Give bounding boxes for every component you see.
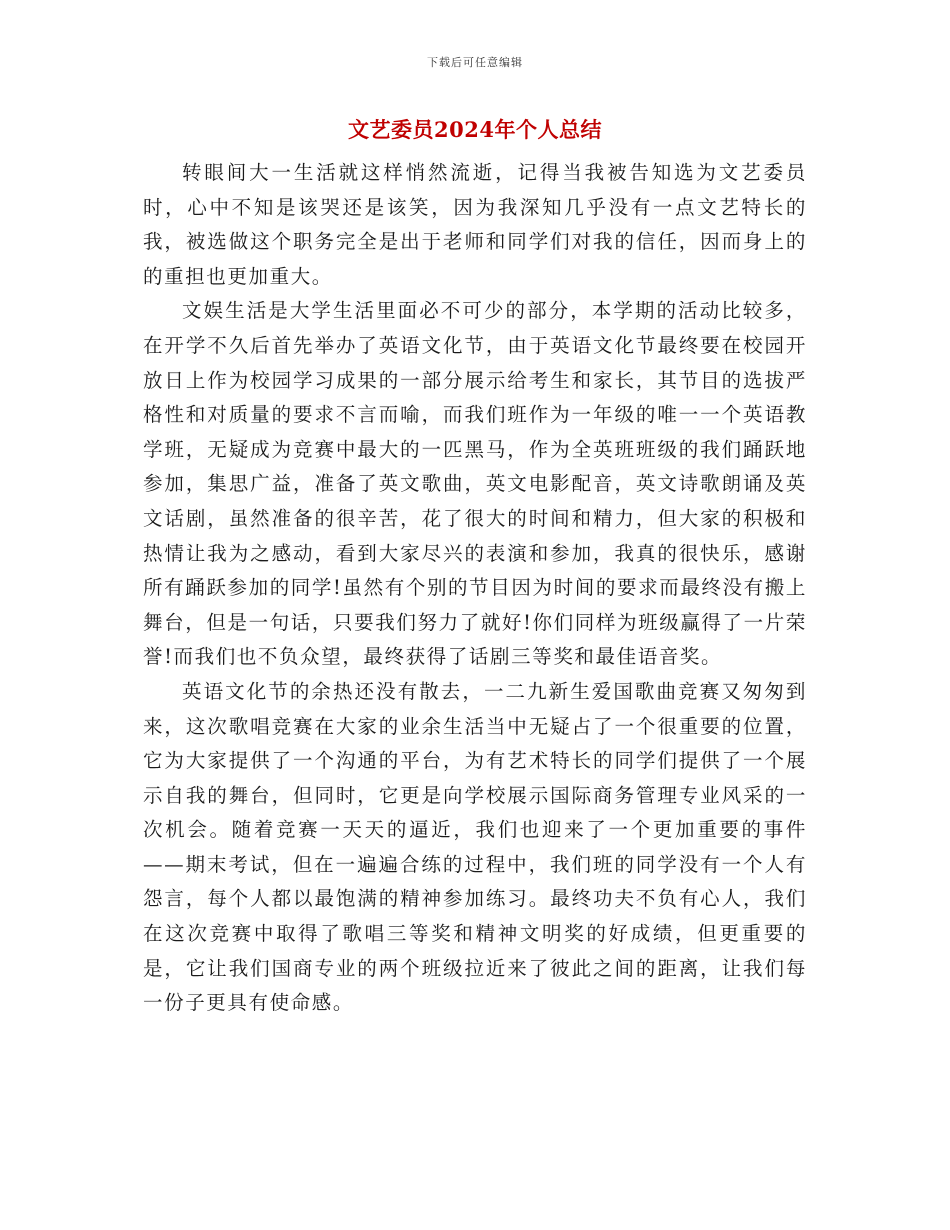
document-body <box>143 156 807 1021</box>
paragraph-2: 文娱生活是大学生活里面必不可少的部分，本学期的活动比较多，在开学不久后首先举办了英语文化节，由于英语文化节最终要在校园开放日上作为校园学习成果的一部分展示给考生和家长，其节目的选拔严格性和对质量的要求不言而喻，而我们班作为一年级的唯一一个英语教学班，无疑成为竞赛中最大的一匹黑马，作为全英班班级的我们踊跃地参加，集思广益，准备了英文歌曲，英文电影配音，英文诗歌朗诵及英文话剧，虽然准备的很辛苦，花了很大的时间和精力，但大家的积极和热情让我为之感动，看到大家尽兴的表演和参加，我真的很快乐，感谢所有踊跃参加的同学!虽然有个别的节目因为时间的要求而最终没有搬上舞台，但是一句话，只要我们努力了就好!你们同样为班级赢得了一片荣誉!而我们也不负众望，最终获得了话剧三等奖和最佳语音奖。 <box>143 299 807 669</box>
paragraph-3: 英语文化节的余热还没有散去，一二九新生爱国歌曲竞赛又匆匆到来，这次歌唱竞赛在大家的业余生活当中无疑占了一个很重要的位置，它为大家提供了一个沟通的平台，为有艺术特长的同学们提供了一个展示自我的舞台，但同时，它更是向学校展示国际商务管理专业风采的一次机会。随着竞赛一天天的逼近，我们也迎来了一个更加重要的事件——期末考试，但在一遍遍合练的过程中，我们班的同学没有一个人有怨言，每个人都以最饱满的精神参加练习。最终功夫不负有心人，我们在这次竞赛中取得了歌唱三等奖和精神文明奖的好成绩，但更重要的是，它让我们国商专业的两个班级拉近来了彼此之间的距离，让我们每一份子更具有使命感。 <box>143 679 807 1015</box>
document-title: 文艺委员2024年个人总结 <box>348 117 602 142</box>
paragraph-1: 转眼间大一生活就这样悄然流逝，记得当我被告知选为文艺委员时，心中不知是该哭还是该笑，因为我深知几乎没有一点文艺特长的我，被选做这个职务完全是出于老师和同学们对我的信任，因而身上的的重担也更加重大。 <box>143 161 807 288</box>
page-header: 下载后可任意编辑 <box>427 56 523 69</box>
